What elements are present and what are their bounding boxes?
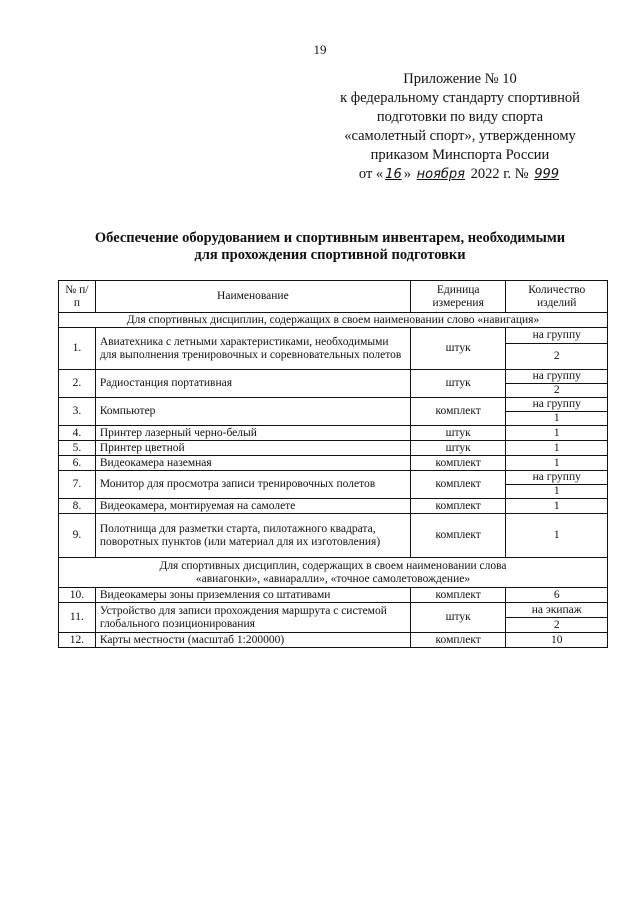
appendix-line: приказом Минспорта России <box>370 147 550 163</box>
row-num: 6. <box>59 456 96 471</box>
section-title <box>59 558 608 588</box>
date-suffix: 2022 г. № <box>470 166 529 182</box>
order-number: 999 <box>534 167 560 182</box>
row-qty: 2 <box>506 618 608 633</box>
table-row <box>59 588 608 603</box>
table-row <box>59 456 608 471</box>
row-unit: штук <box>410 370 506 398</box>
row-num: 2. <box>59 370 96 398</box>
row-qty: 10 <box>506 633 608 648</box>
row-qty: 1 <box>506 441 608 456</box>
table-header-row <box>59 281 608 313</box>
document-title <box>40 230 620 264</box>
section-title: Для спортивных дисциплин, содержащих в своем наименовании слово «навигация» <box>59 313 608 328</box>
row-name: Видеокамера наземная <box>95 456 410 471</box>
row-name: Видеокамеры зоны приземления со штативами <box>95 588 410 603</box>
row-num: 11. <box>59 603 96 633</box>
appendix-date-line <box>300 165 620 184</box>
date-day: 16 <box>385 167 402 182</box>
row-num: 8. <box>59 499 96 514</box>
title-line: Обеспечение оборудованием и спортивным инвентарем, необходимыми <box>94 230 566 246</box>
appendix-title: Приложение № 10 <box>403 71 517 87</box>
row-name: Видеокамера, монтируемая на самолете <box>95 499 410 514</box>
row-qty: 2 <box>506 384 608 398</box>
row-unit: комплект <box>410 514 506 558</box>
header-name: Наименование <box>95 281 410 313</box>
row-num: 10. <box>59 588 96 603</box>
section-title-line: Для спортивных дисциплин, содержащих в своем наименовании слова <box>159 559 507 572</box>
row-num: 3. <box>59 398 96 426</box>
row-per: на экипаж <box>506 603 608 618</box>
table-row <box>59 370 608 384</box>
title-line: для прохождения спортивной подготовки <box>194 247 466 263</box>
row-qty: 1 <box>506 485 608 499</box>
date-mid: » <box>403 166 411 182</box>
row-unit: штук <box>410 441 506 456</box>
row-name: Принтер цветной <box>95 441 410 456</box>
table-row <box>59 499 608 514</box>
table-row <box>59 471 608 485</box>
section-row <box>59 558 608 588</box>
row-per: на группу <box>506 370 608 384</box>
row-num: 7. <box>59 471 96 499</box>
table-row <box>59 426 608 441</box>
row-qty: 1 <box>506 412 608 426</box>
appendix-header <box>300 70 620 184</box>
table-row <box>59 514 608 558</box>
appendix-line: к федеральному стандарту спортивной <box>340 90 580 106</box>
row-qty: 1 <box>506 499 608 514</box>
row-num: 12. <box>59 633 96 648</box>
row-qty: 1 <box>506 514 608 558</box>
section-row <box>59 313 608 328</box>
row-qty: 2 <box>506 344 608 370</box>
row-unit: комплект <box>410 499 506 514</box>
date-month: ноября <box>416 167 465 182</box>
row-per: на группу <box>506 398 608 412</box>
appendix-line: «самолетный спорт», утвержденному <box>344 128 576 144</box>
date-prefix: от « <box>358 166 384 182</box>
table-row <box>59 398 608 412</box>
row-unit: комплект <box>410 398 506 426</box>
section-title-line: «авиагонки», «авиаралли», «точное самолетовождение» <box>195 572 471 585</box>
row-name: Монитор для просмотра записи тренировочных полетов <box>95 471 410 499</box>
row-per: на группу <box>506 328 608 344</box>
row-qty: 6 <box>506 588 608 603</box>
page-number: 19 <box>313 42 327 57</box>
row-unit: комплект <box>410 456 506 471</box>
row-unit: комплект <box>410 588 506 603</box>
header-num: № п/п <box>59 281 96 313</box>
row-unit: комплект <box>410 633 506 648</box>
row-per: на группу <box>506 471 608 485</box>
row-num: 9. <box>59 514 96 558</box>
table-row <box>59 603 608 618</box>
table-row <box>59 633 608 648</box>
table-row <box>59 328 608 344</box>
equipment-table <box>58 280 608 648</box>
row-name: Радиостанция портативная <box>95 370 410 398</box>
row-qty: 1 <box>506 426 608 441</box>
row-num: 4. <box>59 426 96 441</box>
row-name: Устройство для записи прохождения маршрута с системой глобального позиционирования <box>95 603 410 633</box>
row-unit: штук <box>410 328 506 370</box>
row-unit: комплект <box>410 471 506 499</box>
header-qty: Количество изделий <box>506 281 608 313</box>
row-num: 5. <box>59 441 96 456</box>
row-qty: 1 <box>506 456 608 471</box>
row-name: Компьютер <box>95 398 410 426</box>
table-row <box>59 441 608 456</box>
header-unit: Единица измерения <box>410 281 506 313</box>
row-name: Полотнища для разметки старта, пилотажного квадрата, поворотных пунктов (или материал для их изготовления) <box>95 514 410 558</box>
row-name: Принтер лазерный черно-белый <box>95 426 410 441</box>
row-unit: штук <box>410 603 506 633</box>
row-unit: штук <box>410 426 506 441</box>
row-name: Авиатехника с летными характеристиками, необходимыми для выполнения тренировочных и соревновательных полетов <box>95 328 410 370</box>
row-name: Карты местности (масштаб 1:200000) <box>95 633 410 648</box>
row-num: 1. <box>59 328 96 370</box>
appendix-line: подготовки по виду спорта <box>376 109 544 125</box>
